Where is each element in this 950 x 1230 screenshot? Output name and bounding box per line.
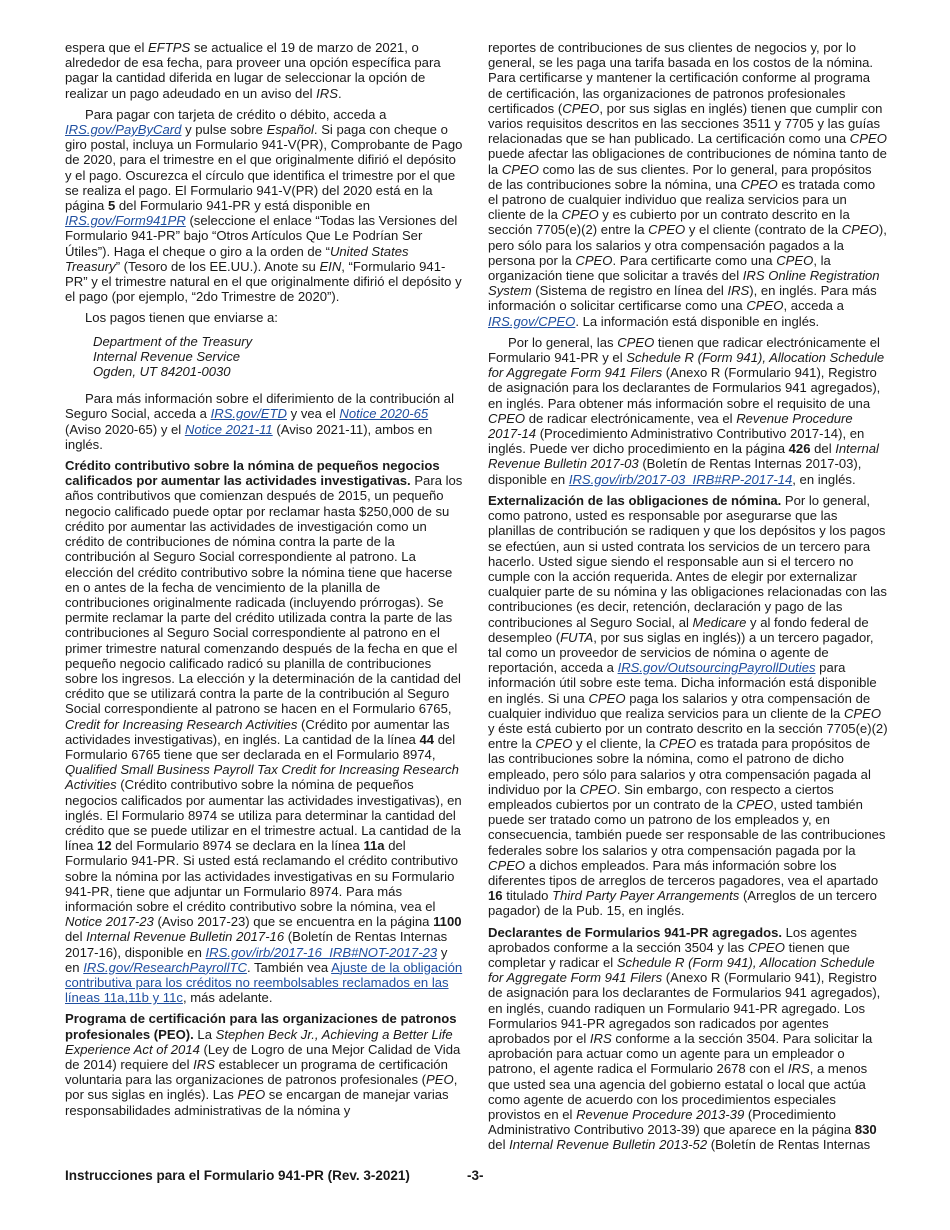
- link-etd[interactable]: IRS.gov/ETD: [210, 406, 287, 422]
- peo-section: Programa de certificación para las organizaciones de patronos profesionales (PEO). La Stephen Beck Jr., Achieving a Better Life Experience Act of 2014 (Ley de Logro de una Mejor Calidad de Vida de 2014) requiere del IRS establecer un programa de certificación voluntaria para las organizaciones de patronos profesionales (PEO, por sus siglas en inglés). Las PEO se encargan de manejar varias responsabilidades administrativas de la nómina y: [65, 1011, 461, 1118]
- mailing-address: [93, 334, 465, 380]
- link-paybycard[interactable]: IRS.gov/PayByCard: [65, 122, 182, 138]
- right-column: [488, 40, 888, 1159]
- footer-title: Instrucciones para el Formulario 941-PR (Rev. 3-2021): [65, 1168, 410, 1183]
- page-number: -3-: [467, 1168, 484, 1183]
- outsourcing-section: Externalización de las obligaciones de nómina. Por lo general, como patrono, usted es responsable por asegurarse que las planillas de contribución se radiquen y que los depósitos y los pagos se efectúen, aun si usted contrata los servicios de un tercero para hacerlo. Usted sigue siendo el responsable aun si el tercero no cumple con la acción requerida. Antes de elegir por externalizar cualquier parte de su nómina y las obligaciones relacionadas con las contribuciones (es decir, retención, declaración y pago de las contribuciones al Seguro Social, al Medicare y al fondo federal de desempleo (FUTA, por sus siglas en inglés)) a un tercero pagador, tal como un proveedor de servicios de nómina o agente de reportación, acceda a IRS.gov/OutsourcingPayrollDuties para información útil sobre este tema. Dicha información está disponible en inglés. Si una CPEO paga los salarios y otra compensación de cualquier individuo que realiza servicios para un cliente de la CPEO y éste está cubierto por un contrato descrito en la sección 7705(e)(2) entre la CPEO y el cliente, la CPEO es tratada para propósitos de las contribuciones sobre la nómina, como el patrono de dicho empleado, pero sólo para salarios y otra compensación pagada al individuo por la CPEO. Sin embargo, con respecto a ciertos empleados cubiertos por un contrato de la CPEO, usted también puede ser tratado como un patrono de los empleados y, en consecuencia, también puede ser responsable de las contribuciones federales sobre los salarios y otra compensación pagada por la CPEO a dichos empleados. Para más información sobre los diferentes tipos de arreglos de terceros pagadores, vea el apartado 16 titulado Third Party Payer Arrangements (Arreglos de un tercero pagador) de la Pub. 15, en inglés.: [488, 492, 888, 919]
- link-research-payroll-tc[interactable]: IRS.gov/ResearchPayrollTC: [83, 959, 247, 975]
- section-heading: Externalización de las obligaciones de nómina.: [488, 492, 782, 508]
- aggregate-filers-section: Declarantes de Formularios 941-PR agregados. Los agentes aprobados conforme a la sección 3504 y las CPEO tienen que completar y radicar el Schedule R (Form 941), Allocation Schedule for Aggregate Form 941 Filers (Anexo R (Formulario 941), Registro de asignación para los declarantes de Formularios 941 agregados), en inglés, cuando radiquen un Formulario 941-PR agregado. Los Formularios 941-PR agregados son radicados por agentes aprobados por el IRS conforme a la sección 3504. Para solicitar la aprobación para actuar como un agente para un empleador o patrono, el agente radica el Formulario 2678 con el IRS, a menos que usted sea una agencia del gobierno estatal o local que actúa como agente de acuerdo con los procedimientos especiales provistos en el Revenue Procedure 2013-39 (Procedimiento Administrativo Contributivo 2013-39) que aparece en la página 830 del Internal Revenue Bulletin 2013-52 (Boletín de Rentas Internas: [488, 924, 881, 1153]
- section-heading: Declarantes de Formularios 941-PR agregados.: [488, 924, 782, 940]
- address-line: Internal Revenue Service: [93, 348, 241, 364]
- address-line: Ogden, UT 84201-0030: [93, 364, 231, 380]
- paragraph: espera que el EFTPS se actualice el 19 de marzo de 2021, o alrededor de esa fecha, para proveer una opción específica para pagar la cantidad diferida en lugar de seleccionar la opción de realizar un pago adeudado en un aviso del IRS.: [65, 40, 441, 101]
- paragraph: Para pagar con tarjeta de crédito o débito, acceda a IRS.gov/PayByCard y pulse sobre Español. Si paga con cheque o giro postal, incluya un Formulario 941-V(PR), Comprobante de Pago de 2020, para el trimestre en el que originalmente difirió el depósito y el pago. Oscurezca el círculo que identifica el trimestre por el que se realiza el pago. El Formulario 941-V(PR) del 2020 está en la página 5 del Formulario 941-PR y está disponible en IRS.gov/Form941PR (seleccione el enlace “Todas las Versiones del Formulario 941-PR” bajo “Otros Artículos Que Le Podrían Ser Útiles”). Haga el cheque o giro a la orden de “United States Treasury” (Tesoro de los EE.UU.). Anote su EIN, “Formulario 941-PR” y el trimestre natural en el que originalmente difirió el depósito y el pago (por ejemplo, “2do Trimestre de 2020”).: [65, 106, 463, 305]
- link-irb-2017-03[interactable]: IRS.gov/irb/2017-03_IRB#RP-2017-14: [568, 471, 793, 487]
- section-heading: Crédito contributivo sobre la nómina de pequeños negocios calificados por aumentar las actividades investigativas.: [65, 458, 440, 489]
- link-notice-2021-11[interactable]: Notice 2021-11: [184, 421, 273, 437]
- link-cpeo[interactable]: IRS.gov/CPEO: [488, 313, 576, 329]
- link-form941pr[interactable]: IRS.gov/Form941PR: [65, 213, 186, 229]
- paragraph: Para más información sobre el diferimiento de la contribución al Seguro Social, acceda a IRS.gov/ETD y vea el Notice 2020-65 (Aviso 2020-65) y el Notice 2021-11 (Aviso 2021-11), ambos en inglés.: [65, 391, 454, 452]
- section-heading: Programa de certificación para las organizaciones de patronos profesionales (PEO).: [65, 1011, 457, 1042]
- paragraph: Los pagos tienen que enviarse a:: [85, 310, 278, 326]
- link-outsourcing-payroll[interactable]: IRS.gov/OutsourcingPayrollDuties: [617, 660, 816, 676]
- link-credit-adjustment[interactable]: Ajuste de la obligación contributiva para los créditos no reembolsables reclamados en las líneas 11a,11b y 11c: [65, 959, 463, 1006]
- link-irb-2017-16[interactable]: IRS.gov/irb/2017-16_IRB#NOT-2017-23: [205, 944, 438, 960]
- left-column: [65, 40, 465, 1124]
- page-footer: [65, 1168, 885, 1183]
- link-notice-2020-65[interactable]: Notice 2020-65: [339, 406, 429, 422]
- research-credit-section: Crédito contributivo sobre la nómina de pequeños negocios calificados por aumentar las actividades investigativas. Para los años contributivos que comienzan después de 2015, un pequeño negocio calificado puede optar por reclamar hasta $250,000 de su crédito por aumentar las actividades de investigación como un crédito de contribuciones de nómina contra la parte de la contribución al Seguro Social correspondiente al patrono. La elección del crédito contributivo sobre la nómina tiene que hacerse en o antes de la fecha de vencimiento de la planilla de contribuciones originalmente radicada (incluyendo prórrogas). Se permite reclamar la parte del crédito utilizada contra la parte de las contribuciones al Seguro Social correspondiente al patrono en el primer trimestre natural comenzando después de la fecha en que el pequeño negocio calificado radicó su planilla de contribuciones sobre los ingresos. La elección y la determinación de la cantidad del crédito que se utilizará contra la parte de la contribución al Seguro Social correspondiente al patrono se hacen en el Formulario 6765, Credit for Increasing Research Activities (Crédito por aumentar las actividades investigativas), en inglés. La cantidad de la línea 44 del Formulario 6765 tiene que ser declarada en el Formulario 8974, Qualified Small Business Payroll Tax Credit for Increasing Research Activities (Crédito contributivo sobre la nómina de pequeños negocios calificados por aumentar las actividades investigativas), en inglés. El Formulario 8974 se utiliza para determinar la cantidad del crédito que se puede utilizar en el trimestre actual. La cantidad de la línea 12 del Formulario 8974 se declara en la línea 11a del Formulario 941-PR. Si usted está reclamando el crédito contributivo sobre la nómina por las actividades investigativas en su Formulario 941-PR, tiene que adjuntar un Formulario 8974. Para más información sobre el crédito contributivo sobre la nómina, vea el Notice 2017-23 (Aviso 2017-23) que se encuentra en la página 1100 del Internal Revenue Bulletin 2017-16 (Boletín de Rentas Internas 2017-16), disponible en IRS.gov/irb/2017-16_IRB#NOT-2017-23 y en IRS.gov/ResearchPayrollTC. También vea Ajuste de la obligación contributiva para los créditos no reembolsables reclamados en las líneas 11a,11b y 11c, más adelante.: [65, 458, 463, 1006]
- paragraph: Por lo general, las CPEO tienen que radicar electrónicamente el Formulario 941-PR y el Schedule R (Form 941), Allocation Schedule for Aggregate Form 941 Filers (Anexo R (Formulario 941), Registro de asignación para los declarantes de Formularios 941 agregados), en inglés. Para obtener más información sobre el requisito de una CPEO de radicar electrónicamente, vea el Revenue Procedure 2017-14 (Procedimiento Administrativo Contributivo 2017-14), en inglés. Puede ver dicho procedimiento en la página 426 del Internal Revenue Bulletin 2017-03 (Boletín de Rentas Internas 2017-03), disponible en IRS.gov/irb/2017-03_IRB#RP-2017-14, en inglés.: [488, 334, 885, 487]
- paragraph: reportes de contribuciones de sus clientes de negocios y, por lo general, se les paga una tarifa basada en los costos de la nómina. Para certificarse y mantener la certificación conforme al programa de certificación, las organizaciones de patronos profesionales certificados (CPEO, por sus siglas en inglés) tienen que cumplir con varios requisitos descritos en las secciones 3511 y 7705 y las guías relacionadas que se han publicado. La certificación como una CPEO puede afectar las obligaciones de contribuciones de nómina tanto de la CPEO como las de sus clientes. Por lo general, para propósitos de las contribuciones sobre la nómina, una CPEO es tratada como el patrono de cualquier individuo que realiza servicios para un cliente de la CPEO y es cubierto por un contrato descrito en la sección 7705(e)(2) entre la CPEO y el cliente (contrato de la CPEO), pero sólo para los salarios y otra compensación pagados a la persona por la CPEO. Para certificarte como una CPEO, la organización tiene que solicitar a través del IRS Online Registration System (Sistema de registro en línea del IRS), en inglés. Para más información o solicitar certificarse como una CPEO, acceda a IRS.gov/CPEO. La información está disponible en inglés.: [488, 40, 887, 329]
- address-line: Department of the Treasury: [93, 333, 253, 349]
